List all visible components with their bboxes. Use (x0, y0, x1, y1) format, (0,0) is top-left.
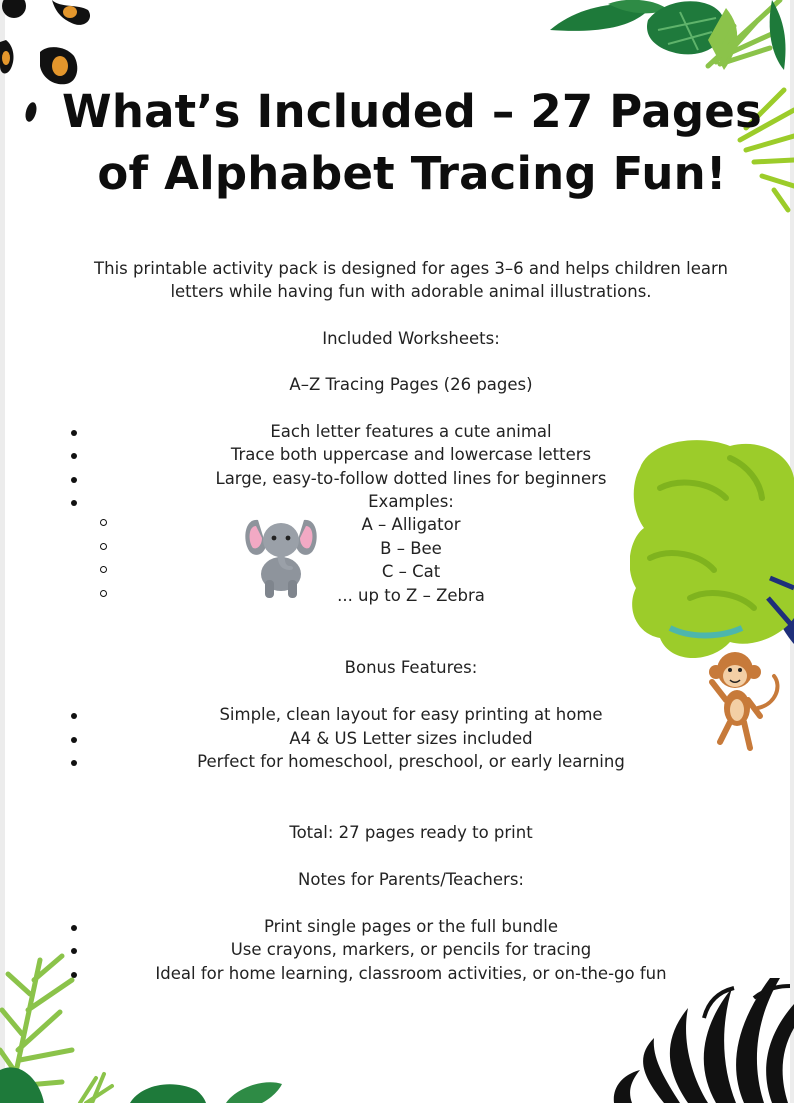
bonus-bullet-1: Simple, clean layout for easy printing at home (219, 705, 603, 724)
tree-illustration (630, 438, 794, 670)
notes-heading: Notes for Parents/Teachers: (298, 870, 524, 889)
bonus-heading: Bonus Features: (344, 658, 478, 677)
example-item-3: C – Cat (381, 562, 441, 581)
intro-text-line-2: letters while having fun with adorable animal illustrations. (170, 282, 652, 301)
notes-bullet-2: Use crayons, markers, or pencils for tracing (230, 940, 592, 959)
example-item-1: A – Alligator (361, 515, 461, 534)
elephant-illustration (240, 512, 322, 600)
worksheets-subheading: A–Z Tracing Pages (26 pages) (289, 375, 533, 394)
jungle-leaves-bottom-left (0, 950, 290, 1103)
worksheet-bullet-1: Each letter features a cute animal (270, 422, 552, 441)
page-title-line-1: What’s Included – 27 Pages (62, 85, 762, 138)
total-pages-line: Total: 27 pages ready to print (289, 823, 533, 842)
worksheet-bullet-3: Large, easy-to-follow dotted lines for beginners (215, 469, 607, 488)
notes-bullet-1: Print single pages or the full bundle (263, 917, 559, 936)
notes-bullet-3: Ideal for home learning, classroom activities, or on-the-go fun (155, 964, 667, 983)
example-item-4: ... up to Z – Zebra (337, 586, 485, 605)
intro-text-line-1: This printable activity pack is designed for ages 3–6 and helps children learn (94, 259, 728, 278)
page-edge-left (0, 0, 5, 1103)
zebra-stripes-decoration (604, 978, 794, 1103)
worksheet-bullet-2: Trace both uppercase and lowercase letters (230, 445, 592, 464)
worksheets-heading: Included Worksheets: (322, 329, 500, 348)
bonus-bullet-2: A4 & US Letter sizes included (289, 729, 533, 748)
page-title-line-2: of Alphabet Tracing Fun! (97, 147, 727, 200)
example-item-2: B – Bee (380, 539, 442, 558)
worksheet-bullet-4: Examples: (368, 492, 454, 511)
bonus-bullet-3: Perfect for homeschool, preschool, or early learning (197, 752, 625, 771)
